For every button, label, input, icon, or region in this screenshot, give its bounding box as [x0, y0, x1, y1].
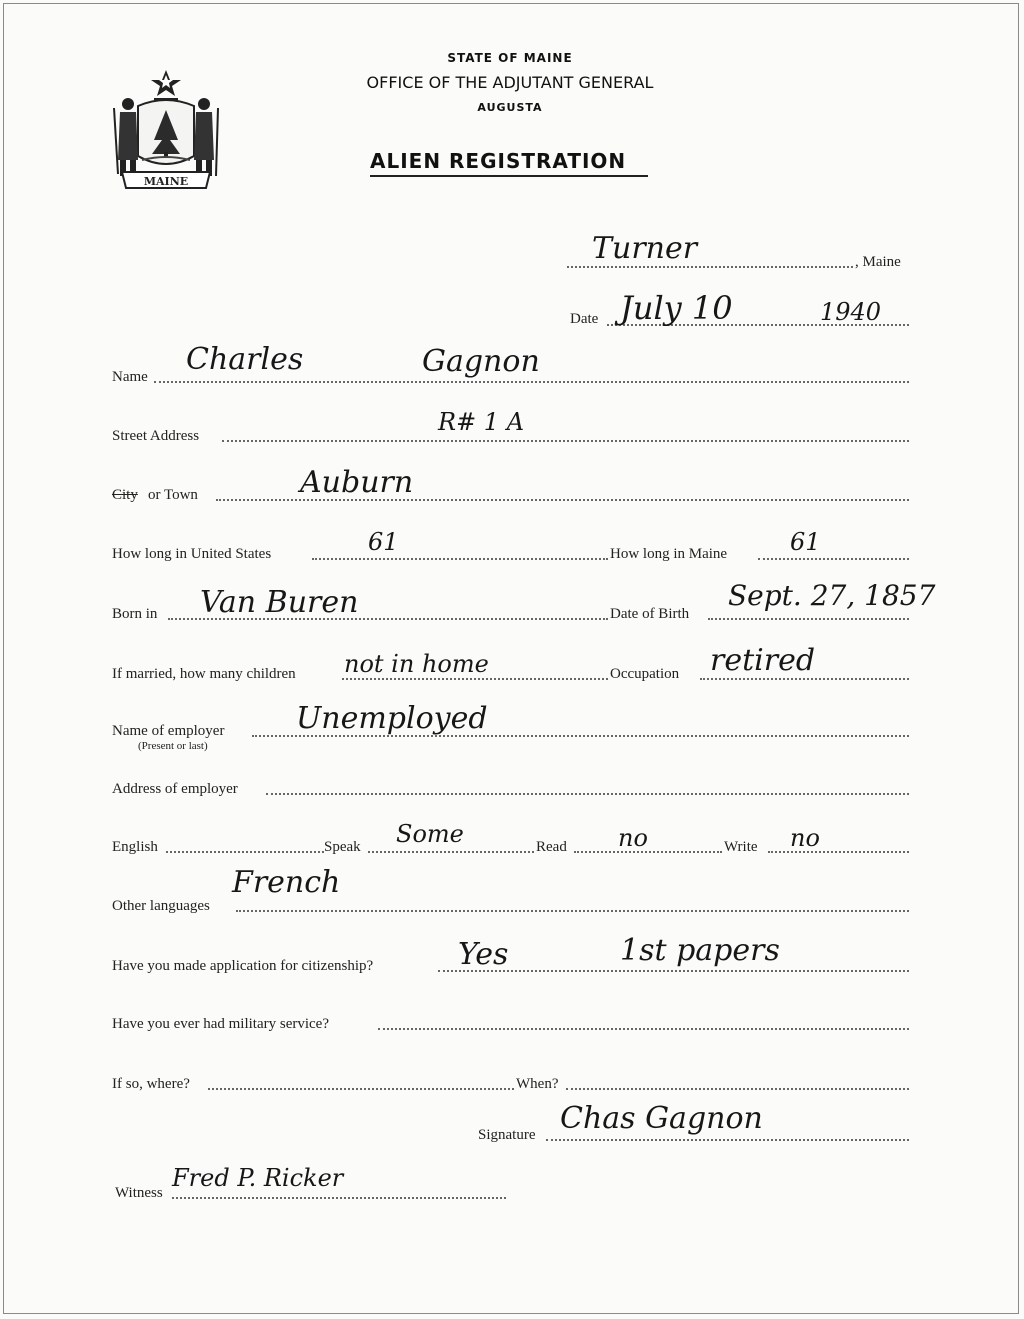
town-label: or Town — [148, 487, 198, 503]
write-value: no — [790, 824, 820, 852]
speak-line — [368, 851, 534, 853]
town-suffix: , Maine — [855, 254, 901, 270]
speak-label: Speak — [324, 839, 361, 855]
us-value: 61 — [368, 528, 399, 556]
header-city: AUGUSTA — [477, 101, 543, 114]
form-title: ALIEN REGISTRATION — [370, 149, 627, 173]
us-label: How long in United States — [112, 546, 272, 562]
read-value: no — [618, 824, 648, 852]
employer-value: Unemployed — [296, 701, 488, 736]
witness-label: Witness — [115, 1185, 163, 1201]
children-label: If married, how many children — [112, 666, 296, 682]
maine-state-seal — [108, 64, 224, 192]
signature-line — [546, 1139, 909, 1141]
street-label: Street Address — [112, 428, 200, 444]
where-label: If so, where? — [112, 1076, 190, 1092]
write-label: Write — [724, 839, 758, 855]
date-month-day: July 10 — [620, 289, 733, 327]
signature-value: Chas Gagnon — [560, 1101, 763, 1136]
when-label: When? — [516, 1076, 559, 1092]
page-border — [3, 3, 1019, 1314]
street-line — [222, 440, 909, 442]
title-underline — [370, 175, 648, 177]
town-line — [567, 266, 853, 268]
occupation-label: Occupation — [610, 666, 680, 682]
town-value: Turner — [592, 231, 698, 266]
city-struck-label: City — [112, 487, 138, 503]
date-label: Date — [570, 311, 599, 327]
dob-label: Date of Birth — [610, 606, 690, 622]
employer-address-label: Address of employer — [112, 781, 238, 797]
maine-value: 61 — [790, 528, 821, 556]
citizenship-line — [438, 970, 909, 972]
name-label: Name — [112, 369, 148, 385]
other-languages-label: Other languages — [112, 898, 210, 914]
occupation-value: retired — [710, 643, 816, 678]
citizenship-value-yes: Yes — [458, 937, 509, 972]
english-line — [166, 851, 324, 853]
date-year: 1940 — [820, 298, 882, 326]
maine-line — [758, 558, 909, 560]
header-office: OFFICE OF THE ADJUTANT GENERAL — [366, 73, 654, 92]
maine-label: How long in Maine — [610, 546, 728, 562]
witness-value: Fred P. Ricker — [172, 1164, 344, 1192]
signature-label: Signature — [478, 1127, 536, 1143]
read-line — [574, 851, 722, 853]
employer-sublabel: (Present or last) — [138, 740, 208, 752]
born-value: Van Buren — [200, 585, 359, 620]
citizenship-value-papers: 1st papers — [620, 933, 780, 968]
dob-line — [708, 618, 909, 620]
dob-value: Sept. 27, 1857 — [728, 579, 936, 612]
employer-address-line — [266, 793, 909, 795]
children-line — [342, 678, 608, 680]
name-first: Charles — [186, 342, 304, 377]
military-line — [378, 1028, 909, 1030]
english-label: English — [112, 839, 158, 855]
citizenship-label: Have you made application for citizenship? — [112, 958, 374, 974]
children-value: not in home — [344, 650, 489, 678]
name-last: Gagnon — [422, 344, 540, 379]
city-value: Auburn — [300, 465, 414, 500]
seal-banner-text: MAINE — [143, 175, 189, 188]
us-line — [312, 558, 608, 560]
name-line — [154, 381, 909, 383]
header-state: STATE OF MAINE — [447, 51, 573, 65]
street-value: R# 1 A — [438, 408, 525, 436]
employer-label: Name of employer — [112, 723, 225, 739]
where-line — [208, 1088, 514, 1090]
when-line — [566, 1088, 909, 1090]
read-label: Read — [536, 839, 567, 855]
occupation-line — [700, 678, 909, 680]
other-languages-value: French — [232, 865, 341, 900]
other-languages-line — [236, 910, 909, 912]
born-label: Born in — [112, 606, 158, 622]
witness-line — [172, 1197, 506, 1199]
military-label: Have you ever had military service? — [112, 1016, 329, 1032]
speak-value: Some — [396, 820, 464, 848]
